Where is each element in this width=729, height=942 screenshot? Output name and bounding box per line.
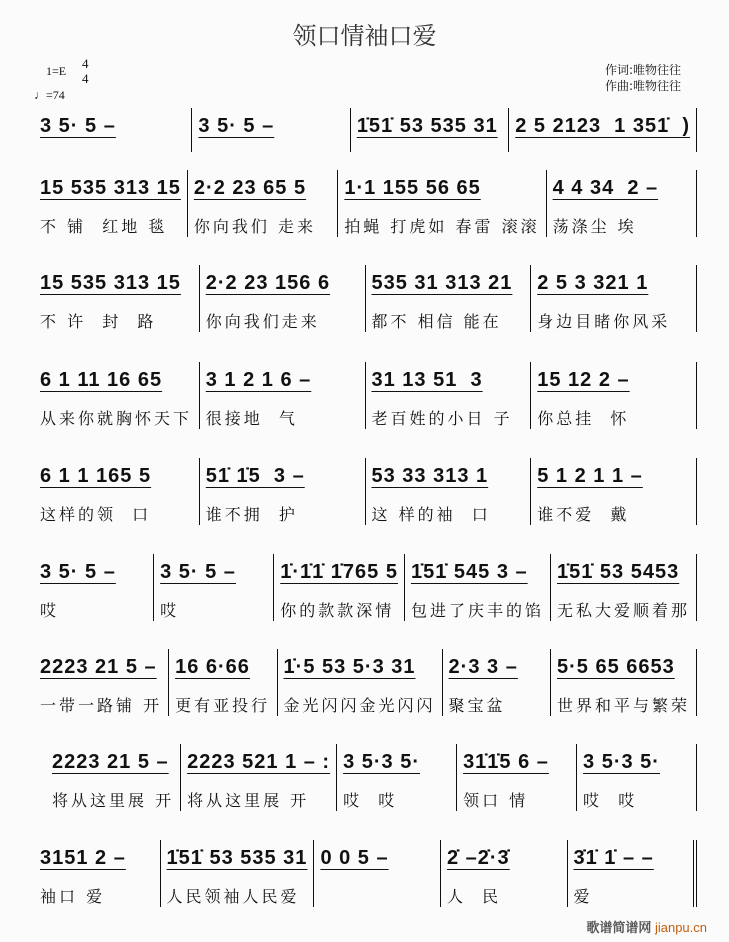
measure-notes: 3 5· 5 –: [40, 115, 116, 137]
measure-lyric: 老百姓的小日 子: [371, 409, 513, 428]
measure: [200, 458, 366, 525]
measure-lyric: 人 民: [446, 887, 502, 906]
measure-notes: 2̇ –2̇·3̇: [446, 847, 510, 869]
song-title: 领口情袖口爱: [292, 22, 437, 50]
measure-lyric: 拍蝇 打虎如 春雷 滚滚: [344, 217, 540, 236]
measure-notes: 2·2 23 65 5: [193, 177, 307, 199]
measure-lyric: 哎: [160, 601, 180, 620]
meter-bottom: 4: [82, 71, 89, 86]
measure-notes: 2223 21 5 –: [40, 656, 157, 678]
measure-lyric: 不 许 封 路: [40, 312, 157, 331]
measure-notes: 3 1 2 1 6 –: [205, 369, 312, 391]
measure: [278, 649, 443, 716]
key-signature: 1=E: [46, 64, 67, 78]
measure: [314, 840, 441, 907]
measure: [200, 362, 366, 429]
measure-lyric: 身边目睹你风采: [537, 312, 671, 331]
measure: [169, 649, 277, 716]
measure-lyric: 将从这里展 开: [52, 791, 175, 810]
tempo-marking: ♩=74: [34, 88, 65, 102]
measure: [161, 840, 315, 907]
measure-notes: 1·1 155 56 65: [344, 177, 481, 199]
measure-notes: 1̇51̇ 53 535 31: [166, 847, 308, 869]
measure: [40, 649, 169, 716]
measure-lyric: 你向我们 走来: [193, 217, 316, 236]
measure: [577, 744, 697, 811]
measure-notes: 0 0 5 –: [320, 847, 389, 869]
measure-notes: 3̇1̇ 1̇ – –: [573, 847, 654, 869]
measure-lyric: 领口 情: [463, 791, 529, 810]
measure: [338, 170, 546, 237]
measure-lyric: 谁不爱 戴: [537, 505, 630, 524]
measure: [40, 362, 200, 429]
score-row: [40, 265, 697, 332]
measure-notes: 4 4 34 2 –: [552, 177, 659, 199]
measure-notes: 31 13 51 3: [371, 369, 483, 391]
measure: [457, 744, 577, 811]
measure-notes: 15 535 313 15: [40, 177, 181, 199]
measure: [40, 554, 154, 621]
measure-lyric: 都不 相信 能在: [371, 312, 502, 331]
score-row: [52, 744, 697, 811]
measure: [551, 649, 697, 716]
measure-notes: 1̇·5 53 5·3 31: [283, 656, 416, 678]
measure-lyric: 不 铺 红地 毯: [40, 217, 168, 236]
measure-notes: 15 535 313 15: [40, 272, 181, 294]
measure-lyric: 一带一路铺 开: [40, 696, 163, 715]
score-row: [40, 108, 697, 152]
measure-notes: 15 12 2 –: [537, 369, 630, 391]
measure: [547, 170, 697, 237]
measure: [441, 840, 568, 907]
measure: [40, 840, 161, 907]
watermark: [586, 917, 707, 936]
measure-lyric: 很接地 气: [205, 409, 298, 428]
measure-lyric: 爱: [573, 887, 593, 906]
measure: [337, 744, 457, 811]
measure: [405, 554, 551, 621]
measure: [274, 554, 405, 621]
measure-notes: 5 1 2 1 1 –: [537, 465, 643, 487]
measure: [568, 840, 698, 907]
measure-lyric: 荡涤尘 埃: [552, 217, 637, 236]
measure-lyric: 将从这里展 开: [187, 791, 310, 810]
measure-notes: 16 6·66: [175, 656, 250, 678]
measure-notes: 2 5 3 321 1: [537, 272, 649, 294]
watermark-url: jianpu.cn: [654, 920, 707, 935]
measure: [366, 362, 532, 429]
measure: [351, 108, 509, 152]
measure: [40, 108, 192, 152]
score-row: [40, 554, 697, 621]
measure-notes: 2 5 2123 1 351̇ ): [515, 115, 691, 137]
measure-notes: 3 5·3 5·: [583, 751, 660, 773]
score-row: [40, 649, 697, 716]
measure: [366, 458, 532, 525]
measure: [200, 265, 366, 332]
measure-lyric: 哎 哎: [583, 791, 638, 810]
measure: [181, 744, 337, 811]
composer: 作曲:唯物往往: [604, 79, 681, 93]
measure: [192, 108, 350, 152]
measure-lyric: 你总挂 怀: [537, 409, 630, 428]
measure-lyric: 包进了庆丰的馅: [410, 601, 544, 620]
time-signature: [82, 56, 89, 86]
measure-notes: 2223 21 5 –: [52, 751, 169, 773]
measure-notes: 2·3 3 –: [448, 656, 518, 678]
measure: [509, 108, 697, 152]
measure-notes: 2223 521 1 – :: [187, 751, 331, 773]
score-row: [40, 362, 697, 429]
score-row: [40, 170, 697, 237]
measure-notes: 3151 2 –: [40, 847, 126, 869]
measure: [40, 458, 200, 525]
watermark-cn: 歌谱简谱网: [586, 920, 652, 935]
measure: [40, 265, 200, 332]
measure-lyric: 这样的领 口: [40, 505, 152, 524]
measure-lyric: 这 样的袖 口: [371, 505, 491, 524]
measure-notes: 6 1 11 16 65: [40, 369, 163, 391]
measure-notes: 1̇51̇ 545 3 –: [410, 561, 528, 583]
measure: [188, 170, 338, 237]
measure-lyric: 更有亚投行: [175, 696, 271, 715]
measure: [443, 649, 551, 716]
measure: [531, 362, 697, 429]
measure: [551, 554, 697, 621]
measure: [154, 554, 274, 621]
measure-notes: 31̇1̇5 6 –: [463, 751, 549, 773]
measure-notes: 1̇51̇ 53 5453: [557, 561, 680, 583]
measure-notes: 6 1 1 165 5: [40, 465, 152, 487]
measure-notes: 5·5 65 6653: [556, 656, 675, 678]
score-row: [40, 458, 697, 525]
measure-lyric: 世界和平与繁荣: [556, 696, 690, 715]
measure-lyric: 哎 哎: [343, 791, 398, 810]
lyricist: 作词:唯物往往: [604, 63, 681, 77]
measure-lyric: 你向我们走来: [205, 312, 320, 331]
measure-notes: 1̇·1̇1̇ 1̇765 5: [280, 561, 398, 583]
measure-notes: 53 33 313 1: [371, 465, 489, 487]
measure-notes: 535 31 313 21: [371, 272, 513, 294]
measure: [366, 265, 532, 332]
measure-notes: 3 5· 5 –: [198, 115, 275, 137]
measure-lyric: 哎: [40, 601, 60, 620]
measure-lyric: 谁不拥 护: [205, 505, 298, 524]
score-row: [40, 840, 697, 907]
measure-lyric: 你的款款深情: [280, 601, 395, 620]
measure-notes: 1̇51̇ 53 535 31: [356, 115, 498, 137]
measure: [531, 458, 697, 525]
measure-lyric: 金光闪闪金光闪闪: [283, 696, 436, 715]
measure-lyric: 聚宝盆: [448, 696, 506, 715]
measure-lyric: 袖口 爱: [40, 887, 106, 906]
measure-notes: 3 5·3 5·: [343, 751, 421, 773]
measure-notes: 3 5· 5 –: [40, 561, 116, 583]
measure: [40, 170, 188, 237]
measure-notes: 2·2 23 156 6: [205, 272, 331, 294]
measure-notes: 51̇ 1̇5 3 –: [205, 465, 305, 487]
credits: [605, 62, 681, 94]
measure: [52, 744, 181, 811]
measure-lyric: 人民领袖人民爱: [166, 887, 300, 906]
measure-lyric: 无私大爱顺着那: [557, 601, 691, 620]
measure-lyric: 从来你就胸怀天下: [40, 409, 193, 428]
meter-top: 4: [82, 56, 89, 71]
measure: [531, 265, 697, 332]
measure-notes: 3 5· 5 –: [160, 561, 236, 583]
